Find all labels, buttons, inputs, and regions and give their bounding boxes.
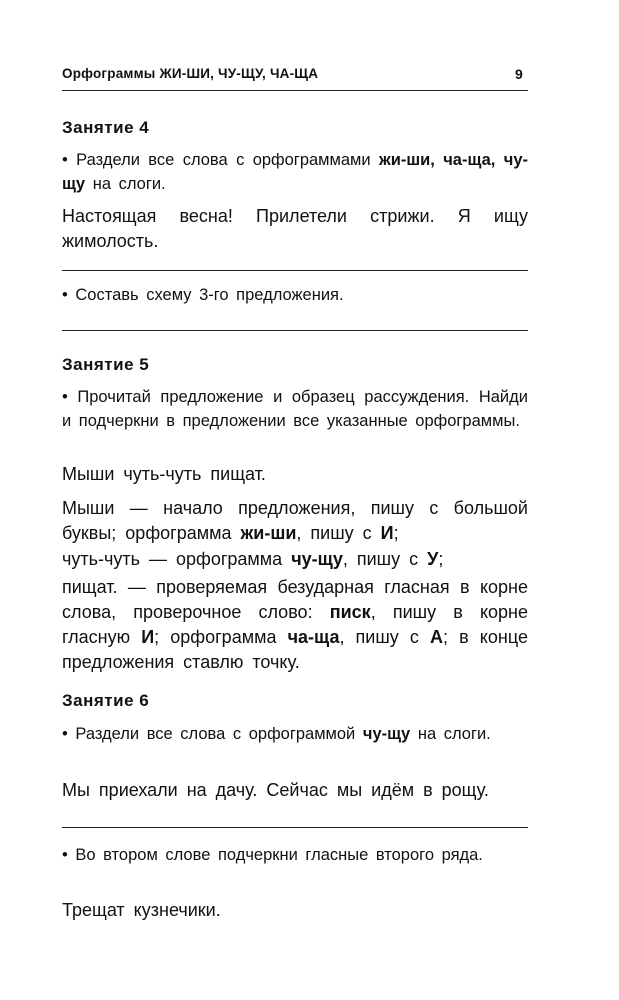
header-rule (62, 90, 528, 91)
analysis-text: чуть-чуть — орфограмма (62, 549, 283, 569)
lesson-5-analysis-1 (62, 496, 528, 546)
lesson-5-sentence: Мыши чуть-чуть пищат. (62, 464, 266, 484)
spelling-zhi-shi: жи-ши, (379, 151, 435, 169)
lesson-5-task-1 (62, 385, 528, 433)
spelling-chu-shchu: чу-щу (62, 151, 529, 193)
bullet: • (62, 388, 68, 406)
lesson-4-task-2 (62, 283, 528, 307)
letter-a: А (430, 627, 444, 647)
lesson-5-title: Занятие 5 (62, 355, 150, 374)
lesson-6-task-2 (62, 843, 528, 867)
lesson-4-title: Занятие 4 (62, 118, 150, 137)
bullet: • (62, 725, 68, 743)
answer-line (62, 827, 528, 828)
lesson-6-title: Занятие 6 (62, 691, 150, 710)
spelling-chu-shchu: чу-щу (291, 549, 343, 569)
analysis-text: ; (393, 523, 399, 543)
lesson-6-text-2: Трещат кузнечики. (62, 900, 221, 920)
letter-i: И (380, 523, 394, 543)
lesson-4-task-1 (62, 148, 528, 196)
task-text-end: на слоги. (92, 175, 166, 193)
answer-line (62, 270, 528, 271)
answer-line (62, 330, 528, 331)
analysis-text: , пишу с (339, 627, 419, 647)
lesson-6-task-1 (62, 722, 528, 746)
analysis-text: , пишу с (296, 523, 372, 543)
lesson-5-analysis-2 (62, 547, 443, 572)
spelling-chu-shchu: чу-щу (362, 725, 411, 743)
analysis-text: Мыши — начало предложения, пишу с большой буквы; орфограмма (62, 498, 528, 543)
spelling-cha-shcha: ча-ща, (443, 151, 496, 169)
check-word: писк (329, 602, 371, 622)
task-text-end: на слоги. (417, 725, 491, 743)
task-text: Раздели все слова с орфограммами (76, 151, 371, 169)
analysis-text: ; (438, 549, 444, 569)
page-header-title: Орфограммы ЖИ-ШИ, ЧУ-ЩУ, ЧА-ЩА (62, 66, 319, 81)
task-text: Прочитай предложение и образец рассуждения. Найди и подчеркни в предложении все указанные орфограммы. (62, 388, 528, 430)
lesson-6-text: Мы приехали на дачу. Сейчас мы идём в рощу. (62, 780, 489, 800)
bullet: • (62, 846, 68, 864)
lesson-5-analysis-3 (62, 575, 528, 675)
task-text: Во втором слове подчеркни гласные второго ряда. (75, 846, 483, 864)
analysis-text: ; орфограмма (154, 627, 277, 647)
analysis-text: , пишу с (342, 549, 419, 569)
analysis-text: ; в конце предложения ставлю точку. (62, 627, 528, 672)
lesson-4-text: Настоящая весна! Прилетели стрижи. Я ищу жимолость. (62, 206, 528, 251)
spelling-zhi-shi: жи-ши (240, 523, 297, 543)
task-text: Раздели все слова с орфограммой (75, 725, 356, 743)
task-text: Составь схему 3-го предложения. (75, 286, 344, 304)
bullet: • (62, 151, 68, 169)
analysis-text: пищат. — проверяемая безударная гласная в корне слова, проверочное слово: (62, 577, 528, 622)
analysis-text: , пишу в корне гласную (62, 602, 528, 647)
page-number: 9 (515, 66, 523, 82)
letter-i: И (141, 627, 155, 647)
bullet: • (62, 286, 68, 304)
letter-u: У (427, 549, 439, 569)
spelling-cha-shcha: ча-ща (287, 627, 340, 647)
